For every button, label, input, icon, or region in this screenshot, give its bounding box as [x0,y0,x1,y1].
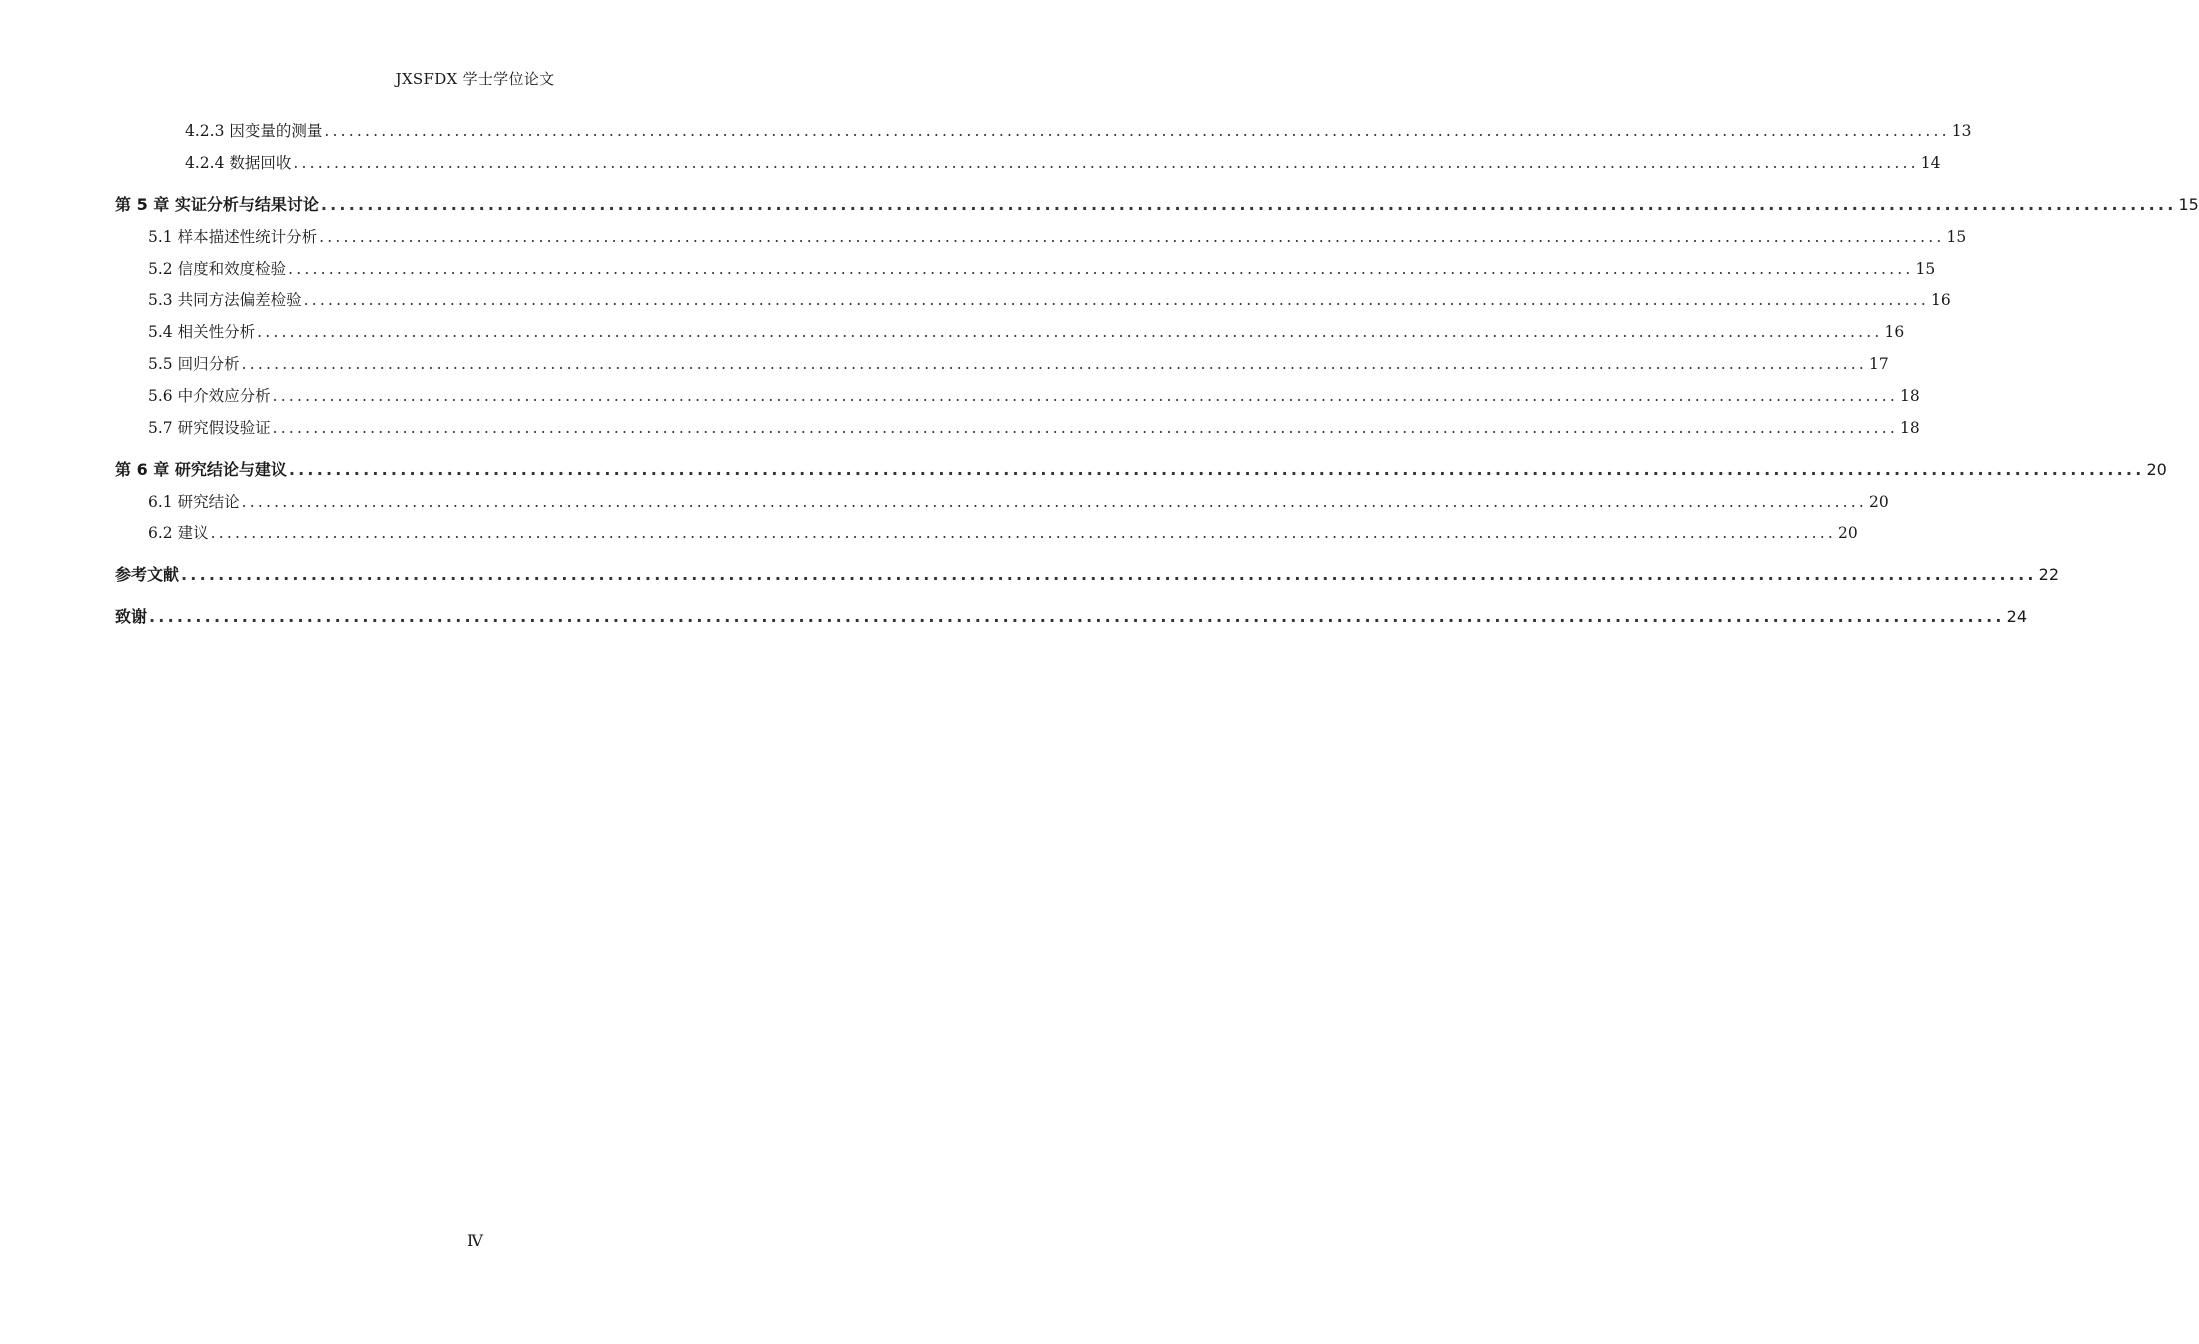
page-header: JXSFDX 学士学位论文 [395,70,555,88]
toc-entry[interactable] [148,320,1905,344]
toc-leader-dots: ........................................................................................................................................................................................................ [272,419,1898,437]
toc-entry[interactable] [148,288,1951,312]
toc-entry[interactable] [185,151,1941,175]
toc-entry[interactable] [148,384,1920,408]
toc-leader-dots: ........................................................................................................................................................................................................ [303,291,1929,309]
toc-entry-title: 4.2.3 因变量的测量 [185,122,323,140]
toc-entry[interactable] [148,416,1920,440]
toc-leader-dots: ........................................................................................................................................................................................................ [293,154,1919,172]
toc-leader-dots: ........................................................................................................................................................................................................ [257,323,1883,341]
toc-leader-dots: ........................................................................................................................................................................................................ [241,355,1867,373]
toc-entry-title: 致谢 [115,607,148,626]
toc-entry[interactable] [148,490,1889,514]
toc-entry-title: 参考文献 [115,565,180,584]
toc-leader-dots: ........................................................................................................................................................................................................ [241,493,1867,511]
toc-entry[interactable] [148,225,1967,249]
toc-entry-title: 4.2.4 数据回收 [185,154,292,172]
toc-entry-title: 5.7 研究假设验证 [148,419,271,437]
toc-entry-page: 15 [2178,195,2199,214]
toc-entry-page: 15 [1946,228,1967,246]
toc-entry-title: 第 5 章 实证分析与结果讨论 [115,195,319,214]
toc-entry[interactable] [148,521,1858,545]
toc-entry[interactable] [148,352,1889,376]
toc-entry-page: 22 [2038,565,2059,584]
toc-entry-page: 16 [1930,291,1951,309]
toc-leader-dots: ........................................................................................................................................................................................................ [320,195,2177,214]
toc-entry-page: 24 [2006,607,2027,626]
toc-entry-page: 17 [1868,355,1889,373]
page-number: Ⅳ [467,1231,483,1250]
toc-entry-title: 5.4 相关性分析 [148,323,256,341]
toc-entry-title: 5.6 中介效应分析 [148,387,271,405]
toc-entry-title: 5.3 共同方法偏差检验 [148,291,302,309]
toc-leader-dots: ........................................................................................................................................................................................................ [149,607,2005,626]
toc-leader-dots: ........................................................................................................................................................................................................ [288,460,2145,479]
toc-entry[interactable] [148,257,1936,281]
toc-leader-dots: ........................................................................................................................................................................................................ [288,260,1914,278]
toc-entry-page: 20 [1837,524,1858,542]
toc-entry-page: 18 [1899,419,1920,437]
toc-leader-dots: ........................................................................................................................................................................................................ [272,387,1898,405]
toc-entry-title: 6.1 研究结论 [148,493,240,511]
toc-entry-page: 13 [1951,122,1972,140]
toc-entry[interactable] [115,458,2167,482]
toc-entry-page: 14 [1920,154,1941,172]
toc-entry-page: 18 [1899,387,1920,405]
toc-entry[interactable] [115,193,2199,217]
toc-entry[interactable] [115,605,2027,629]
toc-entry-title: 第 6 章 研究结论与建议 [115,460,287,479]
toc-leader-dots: ........................................................................................................................................................................................................ [324,122,1950,140]
toc-entry[interactable] [185,119,1972,143]
toc-leader-dots: ........................................................................................................................................................................................................ [319,228,1945,246]
toc-entry[interactable] [115,563,2059,587]
toc-leader-dots: ........................................................................................................................................................................................................ [210,524,1836,542]
toc-entry-title: 6.2 建议 [148,524,209,542]
toc-leader-dots: ........................................................................................................................................................................................................ [181,565,2037,584]
toc-entry-title: 5.1 样本描述性统计分析 [148,228,318,246]
toc-entry-page: 16 [1884,323,1905,341]
toc-entry-page: 15 [1915,260,1936,278]
toc-entry-page: 20 [1868,493,1889,511]
toc-entry-title: 5.2 信度和效度检验 [148,260,287,278]
toc-entry-page: 20 [2146,460,2167,479]
toc-entry-title: 5.5 回归分析 [148,355,240,373]
